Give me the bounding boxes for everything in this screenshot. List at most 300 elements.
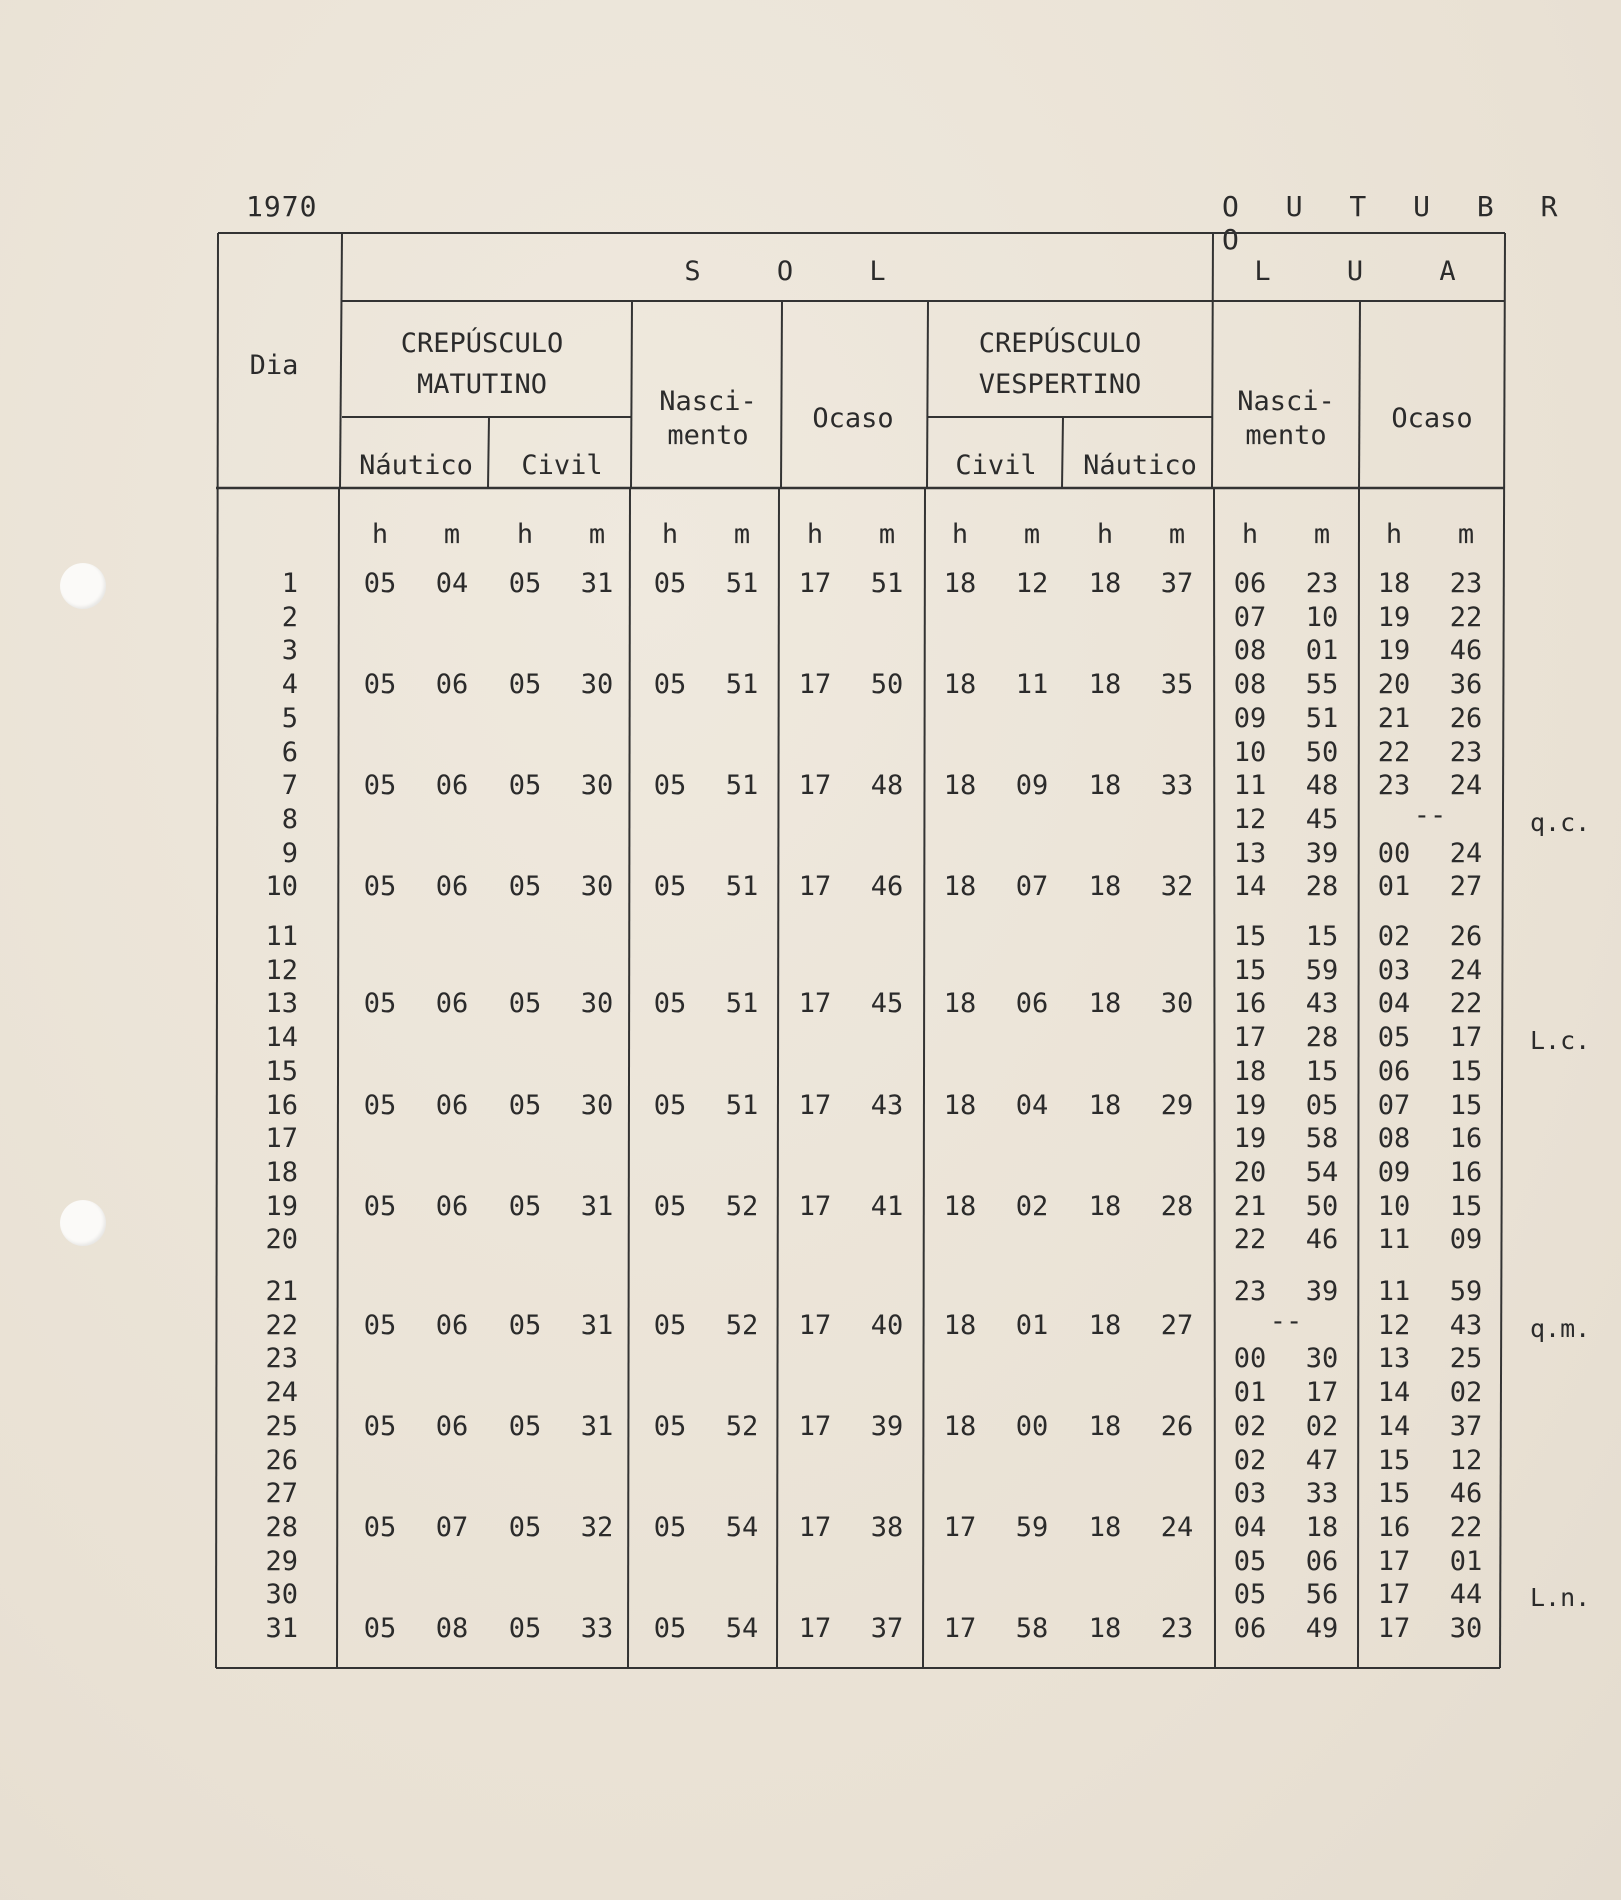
moon-no-event: -- <box>1413 799 1447 831</box>
moon-hour: 12 <box>1233 803 1267 835</box>
minute-unit: m <box>1457 519 1475 550</box>
moon-phase-note: q.m. <box>1530 1313 1591 1343</box>
hour-unit: h <box>371 519 389 550</box>
moon-minute: 33 <box>1305 1478 1339 1510</box>
sun-hour: 18 <box>943 669 977 701</box>
day-number: 17 <box>265 1123 298 1155</box>
moon-hour: 16 <box>1377 1511 1411 1543</box>
minute-unit: m <box>878 519 896 550</box>
moon-hour: 06 <box>1377 1055 1411 1087</box>
moon-minute: 23 <box>1305 568 1339 599</box>
sun-hour: 05 <box>653 871 687 903</box>
sun-minute: 51 <box>870 568 904 599</box>
sun-minute: 37 <box>1160 568 1194 599</box>
sun-minute: 51 <box>725 770 759 802</box>
moon-minute: 22 <box>1449 601 1483 633</box>
sun-hour: 05 <box>508 871 542 903</box>
minute-unit: m <box>1168 519 1186 550</box>
sun-minute: 32 <box>1160 871 1194 903</box>
moon-hour: 23 <box>1233 1276 1267 1307</box>
moon-hour: 19 <box>1377 635 1411 667</box>
year-label: 1970 <box>246 190 318 223</box>
sun-hour: 05 <box>508 568 542 599</box>
moon-phase-note: L.c. <box>1530 1026 1591 1056</box>
moon-minute: 37 <box>1449 1410 1483 1442</box>
moon-hour: 02 <box>1233 1444 1267 1476</box>
sun-hour: 17 <box>798 1613 832 1644</box>
sun-hour: 05 <box>653 1410 687 1442</box>
moon-hour: 15 <box>1377 1478 1411 1510</box>
sun-minute: 35 <box>1160 669 1194 701</box>
crep-mat-line2: MATUTINO <box>416 369 548 400</box>
sun-minute: 45 <box>870 988 904 1020</box>
day-number: 8 <box>281 803 298 835</box>
day-number: 16 <box>265 1089 298 1121</box>
moon-hour: 14 <box>1377 1410 1411 1442</box>
sun-minute: 39 <box>870 1410 904 1442</box>
moon-hour: 07 <box>1233 601 1267 633</box>
moon-hour: 13 <box>1377 1343 1411 1375</box>
sun-minute: 31 <box>580 1410 614 1442</box>
sun-minute: 52 <box>725 1309 759 1341</box>
moon-phase-note: q.c. <box>1530 807 1591 837</box>
day-number: 13 <box>265 988 298 1020</box>
moon-minute: 23 <box>1449 736 1483 768</box>
crep-vesp-line2: VESPERTINO <box>978 369 1142 400</box>
day-number: 10 <box>265 871 298 903</box>
day-number: 12 <box>265 954 298 986</box>
sun-hour: 05 <box>363 669 397 701</box>
moon-hour: 11 <box>1377 1276 1411 1307</box>
sun-minute: 59 <box>1015 1511 1049 1543</box>
sun-minute: 30 <box>580 669 614 701</box>
sun-minute: 06 <box>435 1190 469 1222</box>
day-number: 15 <box>265 1055 298 1087</box>
moon-minute: 09 <box>1449 1224 1483 1256</box>
moon-minute: 56 <box>1305 1579 1339 1611</box>
moon-minute: 46 <box>1305 1224 1339 1256</box>
moon-minute: 02 <box>1449 1377 1483 1409</box>
minute-unit: m <box>588 519 606 550</box>
sun-minute: 04 <box>1015 1089 1049 1121</box>
day-number: 22 <box>265 1309 298 1341</box>
sun-minute: 31 <box>580 1309 614 1341</box>
sun-hour: 18 <box>1088 1410 1122 1442</box>
moon-hour: 22 <box>1377 736 1411 768</box>
sun-hour: 05 <box>653 669 687 701</box>
day-number: 3 <box>281 635 298 667</box>
sun-minute: 32 <box>580 1511 614 1543</box>
sun-minute: 02 <box>1015 1190 1049 1222</box>
day-number: 6 <box>281 736 298 768</box>
sun-minute: 24 <box>1160 1511 1194 1543</box>
sun-hour: 18 <box>1088 988 1122 1020</box>
moon-minute: 36 <box>1449 669 1483 701</box>
day-number: 30 <box>265 1579 298 1611</box>
moon-hour: 20 <box>1233 1156 1267 1188</box>
moon-hour: 02 <box>1233 1410 1267 1442</box>
moon-minute: 39 <box>1305 1276 1339 1307</box>
day-number: 19 <box>265 1190 298 1222</box>
moon-minute: 10 <box>1305 601 1339 633</box>
moon-minute: 51 <box>1305 702 1339 734</box>
sun-hour: 05 <box>508 1309 542 1341</box>
day-number: 5 <box>281 702 298 734</box>
hour-unit: h <box>1096 519 1114 550</box>
moon-hour: 21 <box>1233 1190 1267 1222</box>
sun-minute: 30 <box>580 770 614 802</box>
sun-minute: 33 <box>580 1613 614 1644</box>
moon-minute: 12 <box>1449 1444 1483 1476</box>
sun-minute: 41 <box>870 1190 904 1222</box>
sun-minute: 26 <box>1160 1410 1194 1442</box>
day-number: 29 <box>265 1545 298 1577</box>
sun-hour: 18 <box>943 770 977 802</box>
sun-hour: 18 <box>943 1190 977 1222</box>
sun-minute: 31 <box>580 1190 614 1222</box>
sun-minute: 50 <box>870 669 904 701</box>
sun-hour: 18 <box>1088 871 1122 903</box>
moon-hour: 22 <box>1233 1224 1267 1256</box>
moon-hour: 17 <box>1377 1613 1411 1644</box>
moon-minute: 30 <box>1305 1343 1339 1375</box>
day-number: 28 <box>265 1511 298 1543</box>
sun-minute: 46 <box>870 871 904 903</box>
sun-hour: 17 <box>798 1089 832 1121</box>
sun-minute: 54 <box>725 1613 759 1644</box>
moon-hour: 02 <box>1377 921 1411 952</box>
sun-hour: 17 <box>798 568 832 599</box>
moon-hour: 19 <box>1233 1089 1267 1121</box>
sun-minute: 06 <box>435 1410 469 1442</box>
moon-hour: 05 <box>1233 1579 1267 1611</box>
moon-hour: 05 <box>1377 1022 1411 1054</box>
minute-unit: m <box>1023 519 1041 550</box>
moon-minute: 15 <box>1305 1055 1339 1087</box>
hour-unit: h <box>806 519 824 550</box>
day-number: 27 <box>265 1478 298 1510</box>
sun-minute: 37 <box>870 1613 904 1644</box>
sun-minute: 30 <box>580 871 614 903</box>
sol-header: S O L <box>684 256 916 287</box>
moon-hour: 15 <box>1233 954 1267 986</box>
sun-hour: 17 <box>798 1190 832 1222</box>
day-number: 24 <box>265 1377 298 1409</box>
sun-minute: 06 <box>435 988 469 1020</box>
moon-hour: 00 <box>1377 837 1411 869</box>
day-number: 1 <box>281 568 298 599</box>
moon-hour: 15 <box>1377 1444 1411 1476</box>
moon-minute: 43 <box>1449 1309 1483 1341</box>
moon-minute: 48 <box>1305 770 1339 802</box>
sun-hour: 18 <box>1088 770 1122 802</box>
moon-minute: 54 <box>1305 1156 1339 1188</box>
sun-hour: 17 <box>798 988 832 1020</box>
sun-minute: 00 <box>1015 1410 1049 1442</box>
moon-hour: 03 <box>1377 954 1411 986</box>
hour-unit: h <box>951 519 969 550</box>
moon-minute: 01 <box>1449 1545 1483 1577</box>
sun-hour: 05 <box>653 1190 687 1222</box>
moon-no-event: -- <box>1269 1305 1303 1337</box>
hour-unit: h <box>1241 519 1259 550</box>
moon-hour: 01 <box>1233 1377 1267 1409</box>
sun-hour: 05 <box>363 988 397 1020</box>
sun-minute: 30 <box>580 1089 614 1121</box>
moon-hour: 09 <box>1233 702 1267 734</box>
moon-minute: 15 <box>1305 921 1339 952</box>
sun-hour: 18 <box>1088 669 1122 701</box>
moon-minute: 55 <box>1305 669 1339 701</box>
sun-hour: 18 <box>943 1089 977 1121</box>
moon-minute: 39 <box>1305 837 1339 869</box>
sun-hour: 05 <box>363 1190 397 1222</box>
moon-minute: 15 <box>1449 1089 1483 1121</box>
minute-unit: m <box>733 519 751 550</box>
moon-minute: 27 <box>1449 871 1483 903</box>
mat-civil-header: Civil <box>521 450 603 481</box>
moon-minute: 28 <box>1305 1022 1339 1054</box>
sun-minute: 43 <box>870 1089 904 1121</box>
moon-hour: 04 <box>1233 1511 1267 1543</box>
sun-hour: 17 <box>943 1511 977 1543</box>
moon-hour: 12 <box>1377 1309 1411 1341</box>
moon-hour: 13 <box>1233 837 1267 869</box>
sun-minute: 54 <box>725 1511 759 1543</box>
moon-minute: 59 <box>1305 954 1339 986</box>
moon-hour: 16 <box>1233 988 1267 1020</box>
sun-minute: 11 <box>1015 669 1049 701</box>
sun-minute: 06 <box>1015 988 1049 1020</box>
moon-hour: 08 <box>1233 635 1267 667</box>
moon-hour: 11 <box>1233 770 1267 802</box>
moon-nasc-line2: mento <box>1245 420 1327 451</box>
moon-minute: 50 <box>1305 1190 1339 1222</box>
sun-minute: 52 <box>725 1410 759 1442</box>
day-number: 31 <box>265 1613 298 1644</box>
moon-minute: 30 <box>1449 1613 1483 1644</box>
crep-vesp-line1: CREPÚSCULO <box>978 328 1142 359</box>
moon-minute: 17 <box>1305 1377 1339 1409</box>
sun-hour: 05 <box>508 1089 542 1121</box>
sun-hour: 17 <box>798 669 832 701</box>
sun-hour: 05 <box>363 1089 397 1121</box>
sun-minute: 06 <box>435 669 469 701</box>
sun-minute: 06 <box>435 1309 469 1341</box>
sun-minute: 51 <box>725 871 759 903</box>
crep-mat-line1: CREPÚSCULO <box>400 328 564 359</box>
month-label: O U T U B R O <box>1222 190 1573 256</box>
day-number: 26 <box>265 1444 298 1476</box>
sun-minute: 30 <box>580 988 614 1020</box>
sun-minute: 07 <box>1015 871 1049 903</box>
moon-hour: 11 <box>1377 1224 1411 1256</box>
moon-minute: 01 <box>1305 635 1339 667</box>
sun-hour: 17 <box>798 871 832 903</box>
moon-hour: 10 <box>1377 1190 1411 1222</box>
moon-minute: 17 <box>1449 1022 1483 1054</box>
sun-hour: 05 <box>653 1511 687 1543</box>
day-number: 18 <box>265 1156 298 1188</box>
sun-hour: 18 <box>943 1309 977 1341</box>
sun-hour: 05 <box>508 1190 542 1222</box>
day-number: 14 <box>265 1022 298 1054</box>
moon-minute: 28 <box>1305 871 1339 903</box>
hour-unit: h <box>516 519 534 550</box>
sun-minute: 28 <box>1160 1190 1194 1222</box>
sun-hour: 05 <box>363 770 397 802</box>
moon-minute: 45 <box>1305 803 1339 835</box>
sun-nasc-line1: Nasci- <box>659 386 757 417</box>
moon-minute: 47 <box>1305 1444 1339 1476</box>
moon-minute: 43 <box>1305 988 1339 1020</box>
moon-hour: 17 <box>1233 1022 1267 1054</box>
sun-minute: 29 <box>1160 1089 1194 1121</box>
sun-hour: 05 <box>363 871 397 903</box>
sun-minute: 48 <box>870 770 904 802</box>
sun-hour: 05 <box>653 988 687 1020</box>
sun-minute: 04 <box>435 568 469 599</box>
sun-minute: 58 <box>1015 1613 1049 1644</box>
moon-minute: 15 <box>1449 1190 1483 1222</box>
minute-unit: m <box>443 519 461 550</box>
sun-minute: 09 <box>1015 770 1049 802</box>
sun-hour: 18 <box>943 871 977 903</box>
sun-minute: 51 <box>725 568 759 599</box>
moon-hour: 19 <box>1377 601 1411 633</box>
sun-hour: 05 <box>508 770 542 802</box>
moon-minute: 18 <box>1305 1511 1339 1543</box>
moon-hour: 17 <box>1377 1579 1411 1611</box>
sun-hour: 05 <box>508 1613 542 1644</box>
dia-header: Dia <box>249 350 299 381</box>
sun-minute: 33 <box>1160 770 1194 802</box>
moon-hour: 01 <box>1377 871 1411 903</box>
sun-hour: 05 <box>508 669 542 701</box>
sun-hour: 05 <box>363 1309 397 1341</box>
moon-minute: 44 <box>1449 1579 1483 1611</box>
moon-hour: 09 <box>1377 1156 1411 1188</box>
vesp-nautico-header: Náutico <box>1083 450 1197 481</box>
lua-header: L U A <box>1254 256 1486 287</box>
moon-hour: 06 <box>1233 568 1267 599</box>
sun-minute: 06 <box>435 1089 469 1121</box>
sun-hour: 05 <box>653 1089 687 1121</box>
sun-minute: 06 <box>435 871 469 903</box>
sun-hour: 18 <box>1088 1613 1122 1644</box>
sun-hour: 17 <box>943 1613 977 1644</box>
sun-minute: 27 <box>1160 1309 1194 1341</box>
moon-hour: 00 <box>1233 1343 1267 1375</box>
hour-unit: h <box>661 519 679 550</box>
sun-hour: 18 <box>1088 1089 1122 1121</box>
sun-hour: 17 <box>798 1511 832 1543</box>
sun-hour: 18 <box>943 988 977 1020</box>
moon-hour: 15 <box>1233 921 1267 952</box>
sun-hour: 05 <box>363 1410 397 1442</box>
moon-minute: 06 <box>1305 1545 1339 1577</box>
sun-hour: 18 <box>943 1410 977 1442</box>
moon-hour: 08 <box>1233 669 1267 701</box>
moon-minute: 50 <box>1305 736 1339 768</box>
moon-hour: 23 <box>1377 770 1411 802</box>
minute-unit: m <box>1313 519 1331 550</box>
moon-hour: 14 <box>1377 1377 1411 1409</box>
sun-minute: 51 <box>725 1089 759 1121</box>
sun-hour: 17 <box>798 1410 832 1442</box>
sun-minute: 01 <box>1015 1309 1049 1341</box>
day-number: 2 <box>281 601 298 633</box>
sun-minute: 23 <box>1160 1613 1194 1644</box>
sun-hour: 18 <box>1088 568 1122 599</box>
moon-minute: 22 <box>1449 988 1483 1020</box>
moon-minute: 23 <box>1449 568 1483 599</box>
moon-hour: 06 <box>1233 1613 1267 1644</box>
moon-hour: 07 <box>1377 1089 1411 1121</box>
sun-hour: 18 <box>1088 1190 1122 1222</box>
moon-minute: 59 <box>1449 1276 1483 1307</box>
sun-minute: 06 <box>435 770 469 802</box>
moon-hour: 19 <box>1233 1123 1267 1155</box>
moon-minute: 26 <box>1449 921 1483 952</box>
moon-minute: 24 <box>1449 837 1483 869</box>
sun-minute: 30 <box>1160 988 1194 1020</box>
day-number: 11 <box>265 921 298 952</box>
sun-hour: 17 <box>798 1309 832 1341</box>
sun-ocaso-header: Ocaso <box>812 403 894 434</box>
day-number: 23 <box>265 1343 298 1375</box>
sun-hour: 05 <box>363 568 397 599</box>
moon-hour: 18 <box>1377 568 1411 599</box>
mat-nautico-header: Náutico <box>359 450 473 481</box>
sun-hour: 05 <box>508 1410 542 1442</box>
sun-minute: 51 <box>725 988 759 1020</box>
day-number: 25 <box>265 1410 298 1442</box>
sun-hour: 05 <box>363 1511 397 1543</box>
sun-hour: 05 <box>653 1309 687 1341</box>
moon-minute: 58 <box>1305 1123 1339 1155</box>
sun-hour: 18 <box>943 568 977 599</box>
sun-hour: 05 <box>363 1613 397 1644</box>
sun-nasc-line2: mento <box>667 420 749 451</box>
day-number: 20 <box>265 1224 298 1256</box>
moon-phase-note: L.n. <box>1530 1583 1591 1613</box>
vesp-civil-header: Civil <box>955 450 1037 481</box>
moon-hour: 14 <box>1233 871 1267 903</box>
sun-hour: 05 <box>653 770 687 802</box>
moon-minute: 25 <box>1449 1343 1483 1375</box>
sun-minute: 40 <box>870 1309 904 1341</box>
hour-unit: h <box>1385 519 1403 550</box>
sun-hour: 17 <box>798 770 832 802</box>
moon-minute: 49 <box>1305 1613 1339 1644</box>
sun-hour: 18 <box>1088 1309 1122 1341</box>
day-number: 4 <box>281 669 298 701</box>
sun-minute: 51 <box>725 669 759 701</box>
day-number: 21 <box>265 1276 298 1307</box>
day-number: 7 <box>281 770 298 802</box>
sun-hour: 05 <box>508 1511 542 1543</box>
sun-minute: 12 <box>1015 568 1049 599</box>
moon-hour: 18 <box>1233 1055 1267 1087</box>
moon-ocaso-header: Ocaso <box>1391 403 1473 434</box>
moon-hour: 21 <box>1377 702 1411 734</box>
sun-hour: 05 <box>653 1613 687 1644</box>
moon-minute: 46 <box>1449 635 1483 667</box>
sun-minute: 08 <box>435 1613 469 1644</box>
moon-minute: 16 <box>1449 1123 1483 1155</box>
moon-hour: 03 <box>1233 1478 1267 1510</box>
